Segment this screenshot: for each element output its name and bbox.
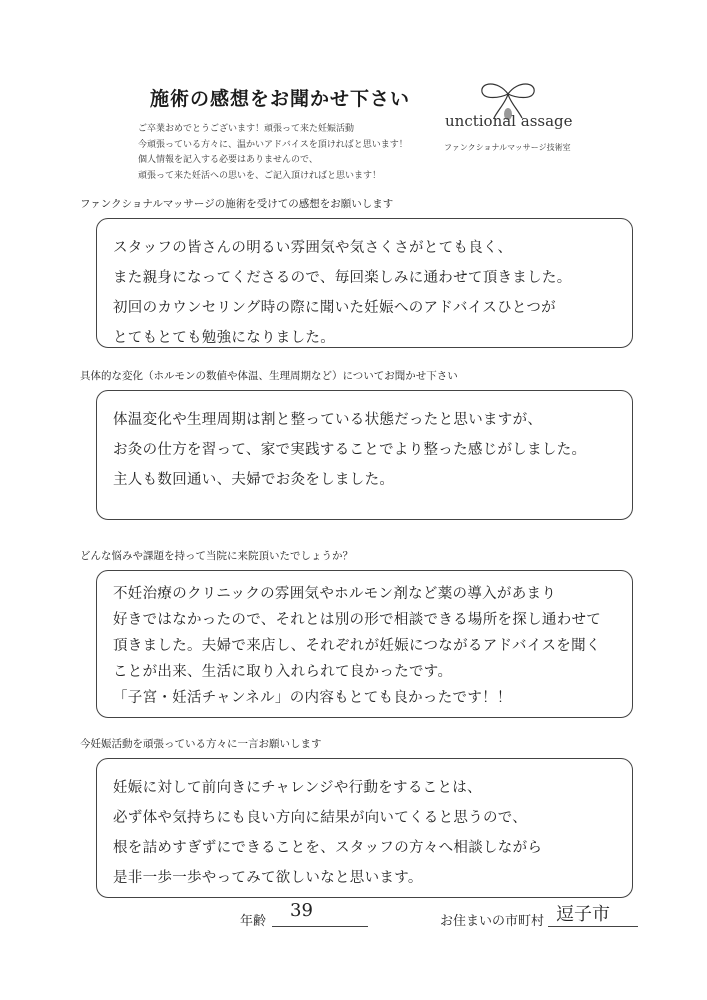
answer-line: また親身になってくださるので、毎回楽しみに通わせて頂きました。	[113, 270, 572, 286]
intro-line: 頑張って来た妊活への思いを、ご記入頂ければと思います！	[138, 170, 382, 181]
answer-box-4	[96, 758, 633, 898]
answer-line: スタッフの皆さんの明るい雰囲気や気さくさがとても良く、	[113, 240, 513, 256]
age-label: 年齢	[240, 914, 267, 929]
city-value: 逗子市	[556, 904, 610, 925]
answer-line: 是非一歩一歩やってみて欲しいなと思います。	[113, 870, 423, 886]
answer-box-3	[96, 570, 633, 718]
intro-text	[138, 122, 438, 184]
answer-box-1	[96, 218, 633, 348]
logo-text: unctional assage	[445, 112, 573, 130]
question-1: ファンクショナルマッサージの施術を受けての感想をお願いします	[80, 198, 394, 210]
answer-line: 「子宮・妊活チャンネル」の内容もとても良かったです！！	[113, 690, 512, 706]
brand-logo	[440, 80, 590, 170]
city-label: お住まいの市町村	[440, 914, 545, 929]
answer-line: 主人も数回通い、夫婦でお灸をしました。	[113, 472, 395, 488]
intro-line: ご卒業おめでとうございます！頑張って来た妊娠活動	[138, 124, 355, 134]
intro-line: 今頑張っている方々に、温かいアドバイスを頂ければと思います！	[138, 139, 408, 150]
question-4: 今妊娠活動を頑張っている方々に一言お願いします	[80, 738, 322, 750]
answer-line: お灸の仕方を習って、家で実践することでより整った感じがしました。	[113, 442, 587, 458]
answer-line: 不妊治療のクリニックの雰囲気やホルモン剤など薬の導入があまり	[113, 586, 557, 602]
city-underline	[548, 926, 638, 927]
answer-line: ことが出来、生活に取り入れられて良かったです。	[113, 664, 453, 680]
answer-line: 必ず体や気持ちにも良い方向に結果が向いてくると思うので、	[113, 810, 528, 826]
intro-line: 個人情報を記入する必要はありませんので、	[138, 155, 318, 165]
answer-line: 好きではなかったので、それとは別の形で相談できる場所を探し通わせて	[113, 612, 602, 628]
answer-line: 妊娠に対して前向きにチャレンジや行動をすることは、	[113, 780, 482, 796]
logo-subtitle: ファンクショナルマッサージ技術室	[444, 143, 571, 152]
age-value: 39	[290, 900, 313, 921]
answer-line: 頂きました。夫婦で来店し、それぞれが妊娠につながるアドバイスを聞く	[113, 638, 601, 654]
question-2: 具体的な変化（ホルモンの数値や体温、生理周期など）についてお聞かせ下さい	[80, 370, 458, 382]
page-title: 施術の感想をお聞かせ下さい	[150, 88, 411, 110]
answer-line: 体温変化や生理周期は割と整っている状態だったと思いますが、	[113, 412, 543, 428]
answer-line: 根を詰めすぎずにできることを、スタッフの方々へ相談しながら	[113, 840, 543, 856]
age-underline	[272, 926, 368, 927]
question-3: どんな悩みや課題を持って当院に来院頂いたでしょうか？	[80, 550, 353, 562]
answer-line: 初回のカウンセリング時の際に聞いた妊娠へのアドバイスひとつが	[113, 300, 556, 316]
answer-box-2	[96, 390, 633, 520]
answer-line: とてもとても勉強になりました。	[113, 330, 335, 346]
